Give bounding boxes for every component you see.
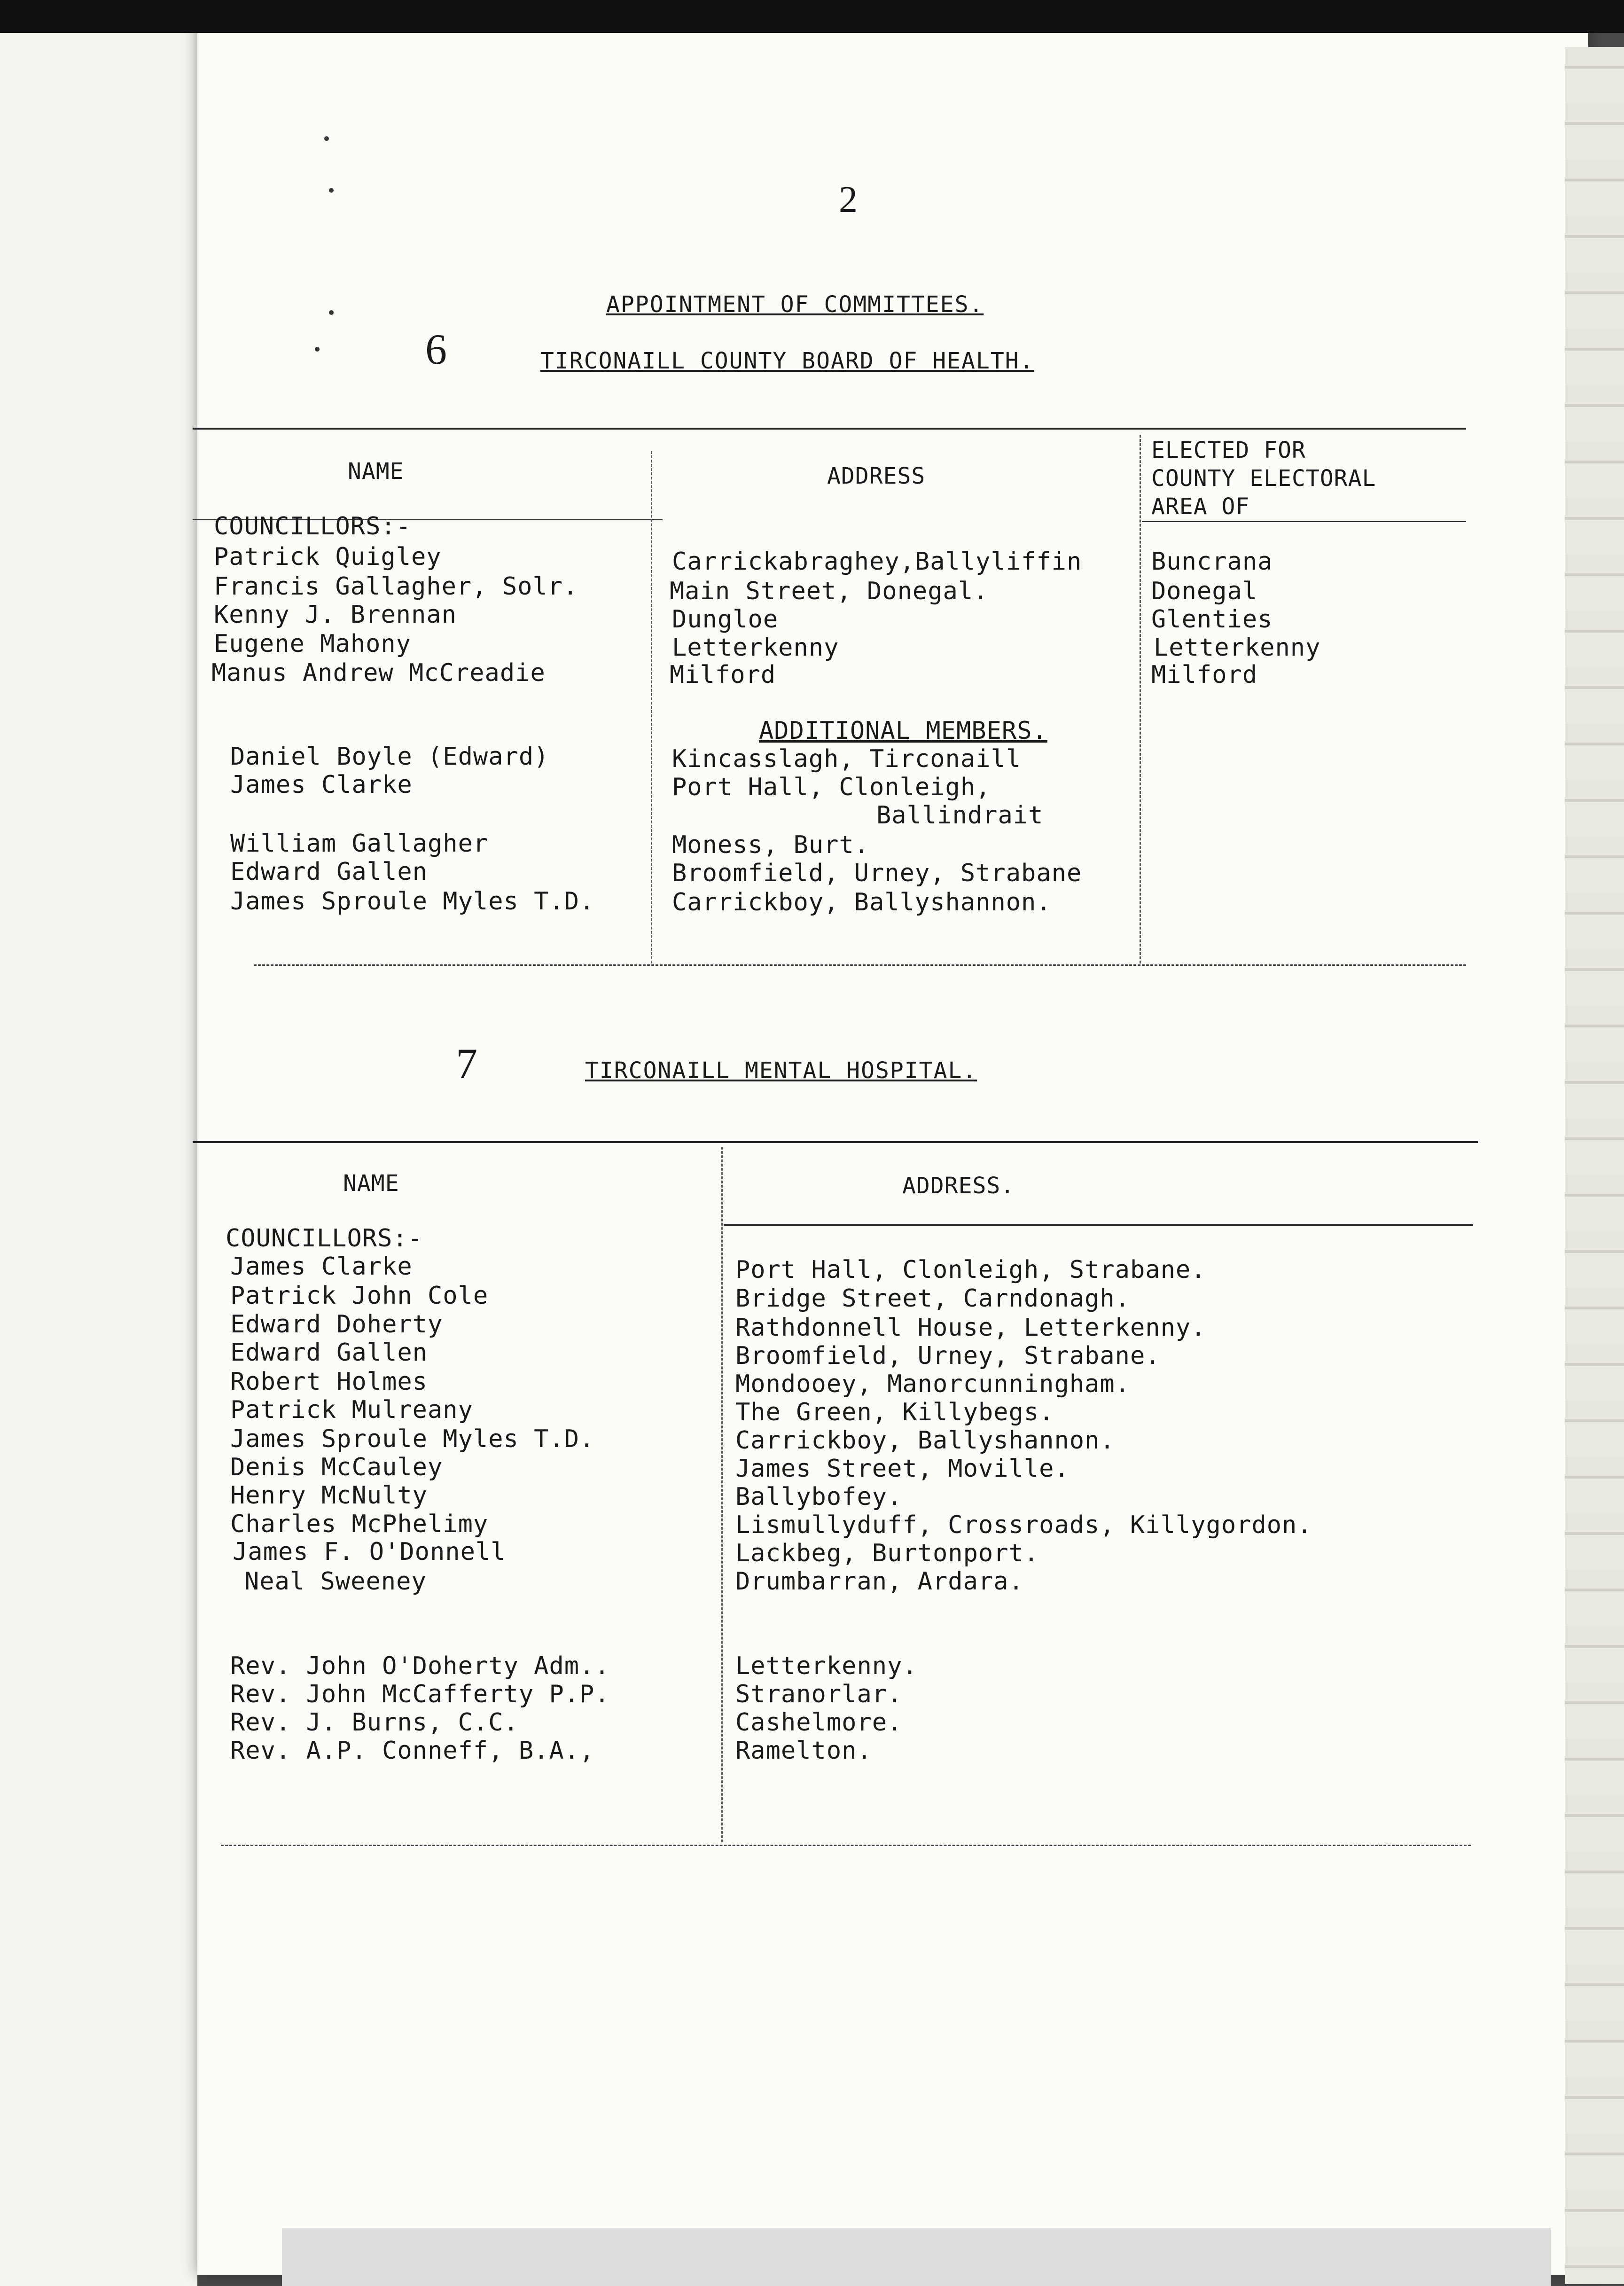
s7-councillor-name: Patrick John Cole [230, 1282, 489, 1310]
section-6-header-rule-right [1142, 521, 1466, 522]
s6-additional-address: Kincasslagh, Tirconaill [672, 745, 1022, 773]
s6-councillor-address: Dungloe [672, 605, 779, 634]
s6-councillor-name: Eugene Mahony [214, 630, 411, 658]
s7-clergy-address: Letterkenny. [735, 1652, 918, 1680]
section-6-top-rule [193, 428, 1466, 430]
section-7-column-divider [721, 1147, 723, 1842]
section-6-bottom-rule [254, 964, 1466, 966]
section-7-bottom-rule [221, 1845, 1471, 1846]
section-6-header-elected-3: AREA OF [1151, 493, 1250, 520]
stray-mark [315, 347, 320, 352]
s6-additional-address: Moness, Burt. [672, 831, 869, 859]
s6-additional-name: Daniel Boyle (Edward) [230, 743, 549, 771]
s6-councillor-area: Glenties [1151, 605, 1273, 634]
section-7-top-rule [193, 1141, 1478, 1143]
s6-councillor-name: Francis Gallagher, Solr. [214, 572, 578, 601]
s7-councillor-address: Lismullyduff, Crossroads, Killygordon. [735, 1511, 1312, 1539]
s6-councillor-address: Milford [670, 661, 776, 689]
s6-councillor-area: Buncrana [1151, 548, 1273, 576]
s6-councillor-area: Donegal [1151, 577, 1258, 605]
section-7-number: 7 [456, 1040, 477, 1088]
s7-councillor-name: Edward Doherty [230, 1310, 443, 1339]
section-6-column-divider-1 [651, 451, 652, 963]
s6-additional-address: Port Hall, Clonleigh, [672, 773, 991, 801]
s7-councillor-name: James F. O'Donnell [233, 1538, 506, 1566]
s7-councillor-name: James Sproule Myles T.D. [230, 1425, 595, 1453]
s7-councillor-name: James Clarke [230, 1253, 413, 1281]
s7-clergy-address: Cashelmore. [735, 1708, 903, 1737]
s6-councillor-area: Letterkenny [1154, 634, 1321, 662]
s7-clergy-name: Rev. J. Burns, C.C. [230, 1708, 519, 1737]
stray-mark [329, 188, 334, 193]
s7-councillor-name: Henry McNulty [230, 1481, 428, 1510]
s7-councillor-address: The Green, Killybegs. [735, 1398, 1054, 1426]
section-7-title: TIRCONAILL MENTAL HOSPITAL. [585, 1057, 977, 1084]
s7-councillor-name: Neal Sweeney [244, 1567, 427, 1596]
section-7-header-name: NAME [343, 1170, 399, 1197]
s6-councillor-address: Carrickabraghey,Ballyliffin [672, 548, 1082, 576]
s7-councillor-address: Bridge Street, Carndonagh. [735, 1284, 1130, 1313]
page-number: 2 [839, 179, 858, 220]
s6-councillor-name: Manus Andrew McCreadie [211, 659, 546, 687]
s7-councillor-address: James Street, Moville. [735, 1455, 1070, 1483]
s6-councillor-name: Patrick Quigley [214, 543, 442, 571]
scan-bottom-edge [282, 2228, 1551, 2286]
section-6-header-elected-2: COUNTY ELECTORAL [1151, 465, 1376, 492]
s7-clergy-address: Stranorlar. [735, 1680, 903, 1708]
section-6-header-elected-1: ELECTED FOR [1151, 437, 1306, 463]
s7-councillor-address: Mondooey, Manorcunningham. [735, 1370, 1130, 1398]
s7-councillor-address: Ballybofey. [735, 1483, 903, 1511]
main-heading: APPOINTMENT OF COMMITTEES. [606, 291, 984, 318]
section-7-header-address: ADDRESS. [902, 1173, 1015, 1199]
s7-councillor-address: Lackbeg, Burtonport. [735, 1539, 1039, 1567]
section-6-title: TIRCONAILL COUNTY BOARD OF HEALTH. [540, 348, 1034, 374]
s7-councillor-address: Drumbarran, Ardara. [735, 1567, 1024, 1596]
s7-clergy-name: Rev. John McCafferty P.P. [230, 1680, 610, 1708]
s7-councillor-name: Robert Holmes [230, 1368, 428, 1396]
s6-additional-name: James Sproule Myles T.D. [230, 887, 595, 916]
scan-left-margin [0, 0, 197, 2286]
section-6-column-divider-2 [1140, 435, 1141, 963]
s7-clergy-address: Ramelton. [735, 1737, 872, 1765]
s6-councillor-name: Kenny J. Brennan [214, 601, 457, 629]
s7-councillor-name: Charles McPhelimy [230, 1510, 489, 1538]
section-6-additional-label: ADDITIONAL MEMBERS. [759, 717, 1047, 745]
s6-additional-address: Broomfield, Urney, Strabane [672, 859, 1082, 887]
s6-additional-name: Edward Gallen [230, 858, 428, 886]
s7-clergy-name: Rev. John O'Doherty Adm.. [230, 1652, 610, 1680]
section-7-councillors-label: COUNCILLORS:- [226, 1224, 423, 1253]
scan-top-edge [0, 0, 1624, 33]
s6-additional-name: James Clarke [230, 771, 413, 799]
s6-additional-address-line2: Ballindrait [876, 801, 1044, 830]
section-6-header-name: NAME [348, 458, 404, 485]
s7-councillor-address: Rathdonnell House, Letterkenny. [735, 1314, 1206, 1342]
section-6-number: 6 [425, 325, 447, 373]
stray-mark [329, 310, 334, 315]
s7-clergy-name: Rev. A.P. Conneff, B.A., [230, 1737, 595, 1765]
s6-councillor-address: Main Street, Donegal. [670, 577, 989, 605]
section-6-header-address: ADDRESS [827, 463, 926, 489]
section-6-councillors-label: COUNCILLORS:- [214, 512, 411, 540]
s7-councillor-address: Port Hall, Clonleigh, Strabane. [735, 1256, 1206, 1284]
s7-councillor-address: Carrickboy, Ballyshannon. [735, 1426, 1115, 1455]
binding-edge [1565, 47, 1624, 2284]
s6-councillor-area: Milford [1151, 661, 1258, 689]
s6-additional-name: William Gallagher [230, 830, 489, 858]
stray-mark [324, 136, 329, 141]
s6-additional-address: Carrickboy, Ballyshannon. [672, 888, 1052, 916]
section-7-header-rule [724, 1224, 1473, 1226]
s7-councillor-name: Denis McCauley [230, 1453, 443, 1481]
s7-councillor-name: Patrick Mulreany [230, 1396, 473, 1424]
s6-councillor-address: Letterkenny [672, 634, 839, 662]
s7-councillor-name: Edward Gallen [230, 1339, 428, 1367]
s7-councillor-address: Broomfield, Urney, Strabane. [735, 1342, 1161, 1370]
